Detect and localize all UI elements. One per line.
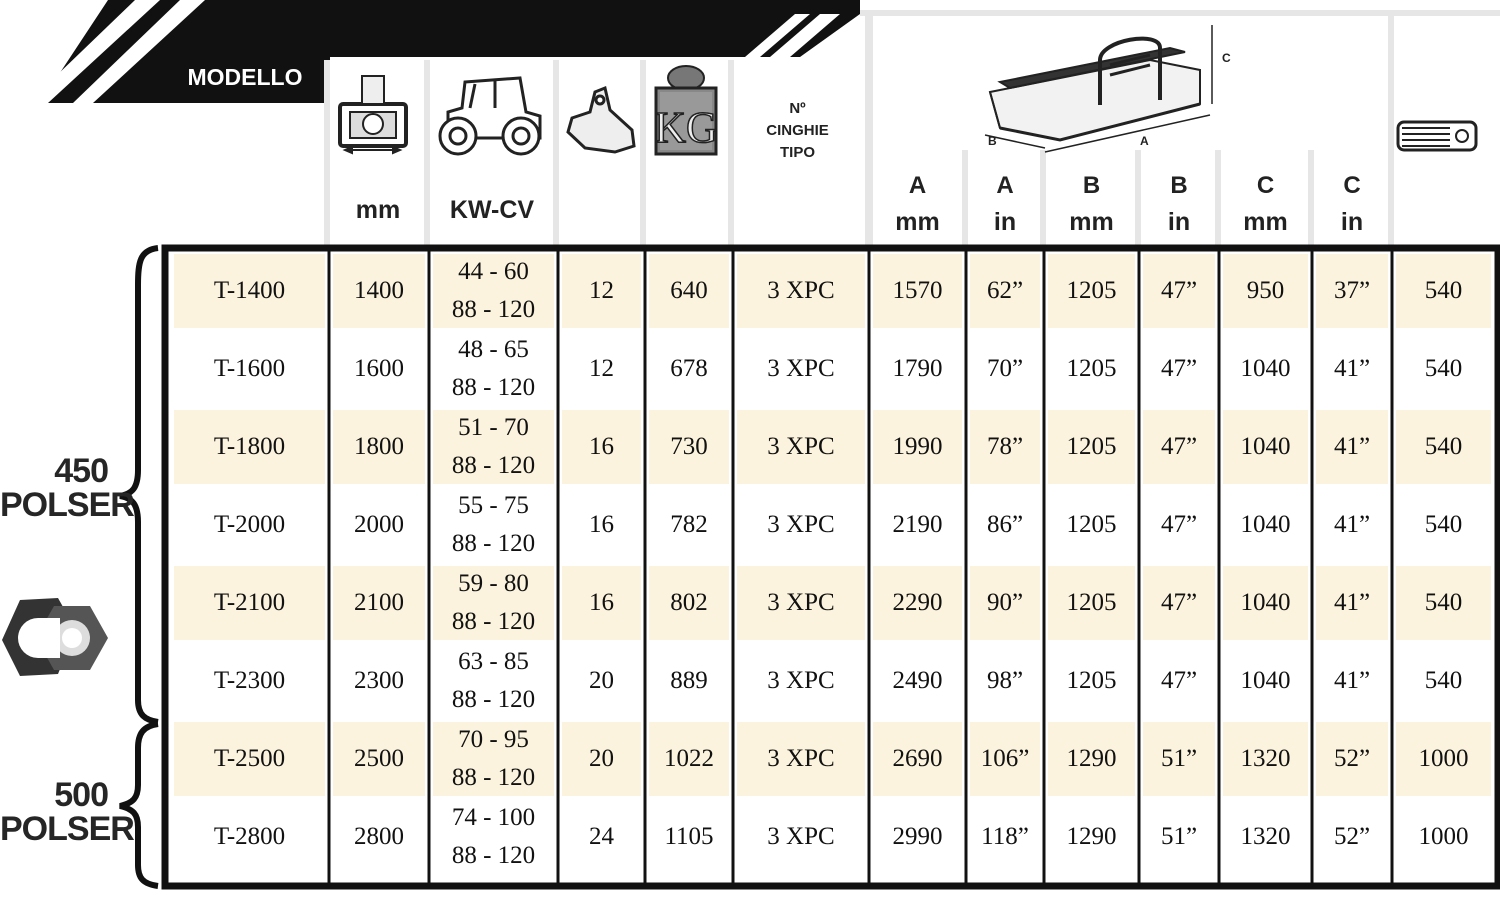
- cell-kg: 1105: [664, 823, 714, 850]
- kg-label: KG: [654, 103, 718, 152]
- cell-hammers: 20: [589, 745, 614, 772]
- cell-a-in: 62”: [986, 277, 1024, 304]
- cell-b-in: 47”: [1160, 433, 1198, 460]
- power-cv: 88 - 120: [451, 296, 536, 323]
- cell-model: T-1600: [213, 355, 286, 382]
- dim-unit-header: mm: [1069, 208, 1114, 236]
- cell-a-mm: 2690: [892, 745, 943, 772]
- cell-pto: 1000: [1418, 745, 1469, 772]
- cell-hammers: 12: [589, 277, 614, 304]
- dim-letter-header: B: [1082, 172, 1101, 199]
- dim-unit-header: in: [1167, 208, 1191, 236]
- cell-b-in: 51”: [1160, 823, 1198, 850]
- cell-c-mm: 1040: [1240, 433, 1291, 460]
- cell-belts: 3 XPC: [767, 823, 835, 850]
- cell-a-in: 78”: [986, 433, 1024, 460]
- cell-power: [429, 332, 558, 406]
- cell-c-mm: 1320: [1240, 745, 1291, 772]
- dim-letter-header: B: [1170, 172, 1188, 199]
- cell-a-mm: 1570: [892, 277, 943, 304]
- cell-a-in: 86”: [986, 511, 1024, 538]
- width-unit-header: mm: [355, 196, 401, 224]
- cell-hammers: 20: [589, 667, 614, 694]
- cell-a-mm: 1790: [892, 355, 943, 382]
- mulcher-diagram-icon: [985, 25, 1212, 152]
- power-cv: 88 - 120: [451, 530, 536, 557]
- cell-hammers: 12: [589, 355, 614, 382]
- cell-c-mm: 1040: [1240, 667, 1291, 694]
- cell-power: [429, 722, 558, 796]
- cell-b-in: 47”: [1160, 511, 1198, 538]
- power-cv: 88 - 120: [451, 452, 536, 479]
- cell-b-mm: 1205: [1066, 511, 1117, 538]
- cell-width: 1400: [354, 277, 404, 304]
- cell-belts: 3 XPC: [767, 667, 835, 694]
- power-kw: 51 - 70: [458, 414, 529, 441]
- cell-pto: 540: [1424, 511, 1463, 538]
- cell-a-mm: 1990: [892, 433, 943, 460]
- cell-pto: 540: [1424, 667, 1463, 694]
- dim-letter-header: C: [1256, 172, 1275, 199]
- cell-model: T-2500: [213, 745, 286, 772]
- cell-power: [429, 410, 558, 484]
- power-cv: 88 - 120: [451, 374, 536, 401]
- cell-b-mm: 1205: [1066, 667, 1117, 694]
- cell-width: 2500: [354, 745, 404, 772]
- power-kw: 74 - 100: [451, 804, 536, 831]
- cell-c-in: 52”: [1333, 745, 1371, 772]
- dim-unit-header: in: [1340, 208, 1364, 236]
- cell-power: [429, 488, 558, 562]
- power-kw: 55 - 75: [458, 492, 529, 519]
- cell-model: T-2800: [213, 823, 286, 850]
- cell-c-in: 41”: [1333, 355, 1371, 382]
- cell-pto: 1000: [1418, 823, 1469, 850]
- cell-b-in: 47”: [1160, 667, 1198, 694]
- cell-a-mm: 2190: [892, 511, 943, 538]
- cell-c-mm: 1040: [1240, 589, 1291, 616]
- cell-belts: 3 XPC: [767, 745, 835, 772]
- cell-a-in: 90”: [986, 589, 1024, 616]
- power-kw: 59 - 80: [458, 570, 529, 597]
- diagram-a-label: A: [1140, 134, 1149, 148]
- modello-header: MODELLO: [187, 64, 303, 90]
- cell-pto: 540: [1424, 277, 1463, 304]
- cell-a-mm: 2990: [892, 823, 943, 850]
- group-450: [0, 452, 134, 524]
- cell-a-in: 106”: [980, 745, 1030, 772]
- power-kw: 63 - 85: [458, 648, 529, 675]
- power-cv: 88 - 120: [451, 608, 536, 635]
- group-number: 450: [54, 452, 108, 490]
- cell-b-in: 47”: [1160, 589, 1198, 616]
- cell-width: 2100: [354, 589, 404, 616]
- power-unit-header: KW-CV: [449, 196, 535, 224]
- cell-a-mm: 2490: [892, 667, 943, 694]
- cell-pto: 540: [1424, 355, 1463, 382]
- belts-header: [735, 98, 860, 164]
- cell-c-in: 52”: [1333, 823, 1371, 850]
- belts-header-line: TIPO: [779, 144, 815, 161]
- cell-c-mm: 1040: [1240, 511, 1291, 538]
- pto-shaft-icon: [1398, 122, 1476, 150]
- cell-belts: 3 XPC: [767, 355, 835, 382]
- cell-hammers: 16: [589, 511, 614, 538]
- cell-c-in: 41”: [1333, 433, 1371, 460]
- cell-c-mm: 1320: [1240, 823, 1291, 850]
- cell-c-in: 41”: [1333, 667, 1371, 694]
- cell-a-mm: 2290: [892, 589, 943, 616]
- dim-unit-header: mm: [895, 208, 940, 236]
- power-kw: 70 - 95: [458, 726, 529, 753]
- cell-a-in: 118”: [981, 823, 1029, 850]
- brace-500: [120, 724, 158, 886]
- dim-unit-header: mm: [1243, 208, 1288, 236]
- cell-a-in: 70”: [986, 355, 1024, 382]
- cell-b-mm: 1205: [1066, 355, 1117, 382]
- cell-c-in: 41”: [1333, 511, 1371, 538]
- power-kw: 48 - 65: [458, 336, 529, 363]
- cell-b-in: 47”: [1160, 355, 1198, 382]
- cell-a-in: 98”: [986, 667, 1024, 694]
- tractor-icon: [440, 78, 540, 154]
- cell-belts: 3 XPC: [767, 433, 835, 460]
- cell-width: 1800: [354, 433, 404, 460]
- cell-b-in: 47”: [1160, 277, 1198, 304]
- cell-model: T-2000: [213, 511, 286, 538]
- power-cv: 88 - 120: [451, 842, 536, 869]
- cell-b-mm: 1205: [1066, 589, 1117, 616]
- hammer-blade-icon: [568, 88, 634, 152]
- cell-power: [429, 800, 558, 874]
- group-name: POLSER: [0, 810, 134, 848]
- cell-kg: 889: [670, 667, 708, 694]
- cell-model: T-2300: [213, 667, 286, 694]
- working-width-icon: [340, 76, 406, 153]
- cell-model: T-1800: [213, 433, 286, 460]
- cell-model: T-2100: [213, 589, 286, 616]
- cell-kg: 1022: [664, 745, 714, 772]
- group-number: 500: [54, 776, 108, 814]
- cell-c-mm: 1040: [1240, 355, 1291, 382]
- dim-letter-header: A: [908, 172, 927, 199]
- group-name: POLSER: [0, 486, 134, 524]
- cell-hammers: 16: [589, 433, 614, 460]
- cell-b-mm: 1205: [1066, 277, 1117, 304]
- cell-kg: 678: [670, 355, 708, 382]
- dim-letter-header: C: [1343, 172, 1361, 199]
- cell-power: [429, 644, 558, 718]
- cell-kg: 802: [670, 589, 708, 616]
- dim-letter-header: A: [996, 172, 1014, 199]
- diagram-b-label: B: [988, 134, 997, 148]
- cell-kg: 782: [670, 511, 708, 538]
- cell-pto: 540: [1424, 433, 1463, 460]
- power-cv: 88 - 120: [451, 764, 536, 791]
- cell-belts: 3 XPC: [767, 277, 835, 304]
- cell-belts: 3 XPC: [767, 589, 835, 616]
- brand-logo-icon: [2, 598, 108, 676]
- group-500: [0, 776, 134, 848]
- cell-c-mm: 950: [1246, 277, 1285, 304]
- cell-kg: 640: [670, 277, 708, 304]
- cell-width: 2300: [354, 667, 404, 694]
- belts-header-line: Nº: [789, 100, 806, 117]
- cell-width: 1600: [354, 355, 404, 382]
- brace-450: [120, 248, 158, 722]
- cell-power: [429, 254, 558, 328]
- cell-b-mm: 1290: [1066, 823, 1117, 850]
- cell-hammers: 16: [589, 589, 614, 616]
- cell-c-in: 37”: [1333, 277, 1371, 304]
- cell-kg: 730: [670, 433, 708, 460]
- power-kw: 44 - 60: [458, 258, 529, 285]
- belts-header-line: CINGHIE: [766, 122, 829, 139]
- cell-hammers: 24: [589, 823, 614, 850]
- cell-power: [429, 566, 558, 640]
- cell-b-in: 51”: [1160, 745, 1198, 772]
- diagram-c-label: C: [1222, 51, 1231, 65]
- dim-unit-header: in: [993, 208, 1017, 236]
- cell-belts: 3 XPC: [767, 511, 835, 538]
- power-cv: 88 - 120: [451, 686, 536, 713]
- cell-width: 2000: [354, 511, 404, 538]
- cell-pto: 540: [1424, 589, 1463, 616]
- cell-width: 2800: [354, 823, 404, 850]
- cell-model: T-1400: [213, 277, 286, 304]
- cell-b-mm: 1205: [1066, 433, 1117, 460]
- cell-c-in: 41”: [1333, 589, 1371, 616]
- cell-b-mm: 1290: [1066, 745, 1117, 772]
